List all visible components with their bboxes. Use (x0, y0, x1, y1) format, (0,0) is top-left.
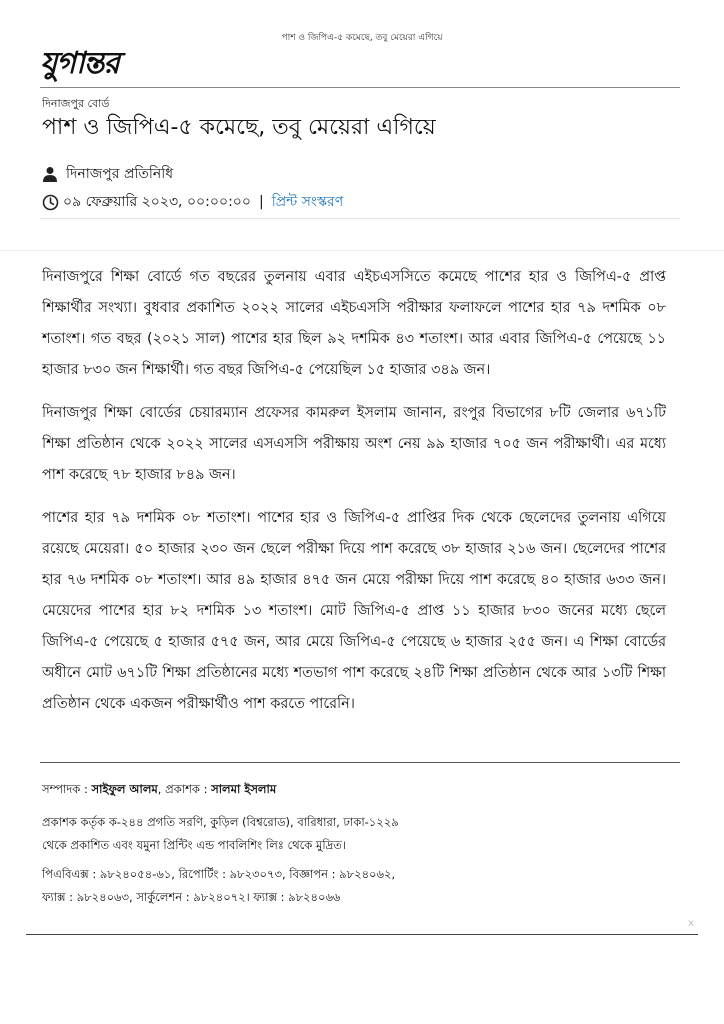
article-body (42, 262, 666, 732)
footer (42, 778, 682, 915)
date-row (42, 190, 343, 214)
date-separator: | (259, 194, 264, 210)
article-paragraph: পাশের হার ৭৯ দশমিক ০৮ শতাংশ। পাশের হার ও জিপিএ-৫ প্রাপ্তির দিক থেকে ছেলেদের তুলনায় এগিয়ে রয়েছে মেয়েরা। ৫০ হাজার ২৩০ জন ছেলে পরীক্ষা দিয়ে পাশ করেছে ৩৮ হাজার ২১৬ জন। ছেলেদের পাশের হার ৭৬ দশমিক ০৮ শতাংশ। আর ৪৯ হাজার ৪৭৫ জন মেয়ে পরীক্ষা দিয়ে পাশ করেছে ৪০ হাজার ৬৩৩ জন। মেয়েদের পাশের হার ৮২ দশমিক ১৩ শতাংশ। মোট জিপিএ-৫ প্রাপ্ত ১১ হাজার ৮৩০ জনের মধ্যে ছেলে জিপিএ-৫ পেয়েছে ৫ হাজার ৫৭৫ জন, আর মেয়ে জিপিএ-৫ পেয়েছে ৬ হাজার ২৫৫ জন। এ শিক্ষা বোর্ডের অধীনে মোট ৬৭১টি শিক্ষা প্রতিষ্ঠানের মধ্যে শতভাগ পাশ করেছে ২৪টি শিক্ষা প্রতিষ্ঠান থেকে আর ১৩টি শিক্ষা প্রতিষ্ঠান থেকে একজন পরীক্ষার্থীও পাশ করতে পারেনি। (42, 510, 666, 712)
clock-icon (42, 194, 59, 211)
close-button[interactable]: x (688, 918, 694, 929)
category-label[interactable]: দিনাজপুর বোর্ড (42, 97, 110, 110)
meta-divider (40, 218, 680, 219)
article-headline: পাশ ও জিপিএ-৫ কমেছে, তবু মেয়েরা এগিয়ে (42, 115, 436, 140)
address-line: থেকে প্রকাশিত এবং যমুনা প্রিন্টিং এন্ড পাবলিশিং লিঃ থেকে মুদ্রিত। (42, 838, 347, 852)
author-name: দিনাজপুর প্রতিনিধি (66, 166, 174, 182)
address-block (42, 811, 682, 857)
publisher-label: , প্রকাশক : (157, 782, 212, 796)
print-header-title: পাশ ও জিপিএ-৫ কমেছে, তবু মেয়েরা এগিয়ে (281, 33, 443, 43)
contact-line: পিএবিএক্স : ৯৮২৪০৫৪-৬১, রিপোর্টিং : ৯৮২৩০৭৩, বিজ্ঞাপন : ৯৮২৪০৬২, (42, 867, 396, 881)
article-paragraph: দিনাজপুর শিক্ষা বোর্ডের চেয়ারম্যান প্রফেসর কামরুল ইসলাম জানান, রংপুর বিভাগের ৮টি জেলার ৬৭১টি শিক্ষা প্রতিষ্ঠান থেকে ২০২২ সালের এসএসসি পরীক্ষায় অংশ নেয় ৯৯ হাজার ৭০৫ জন পরীক্ষার্থী। এর মধ্যে পাশ করেছে ৭৮ হাজার ৮৪৯ জন। (42, 405, 666, 483)
bottom-divider (26, 934, 698, 935)
header-divider (40, 87, 680, 88)
user-icon (42, 166, 58, 182)
editor-label: সম্পাদক : (42, 782, 92, 796)
address-line: প্রকাশক কর্তৃক ক-২৪৪ প্রগতি সরণি, কুড়িল (বিশ্বরোড), বারিধারা, ঢাকা-১২২৯ (42, 815, 399, 829)
publish-date: ০৯ ফেব্রুয়ারি ২০২৩, ০০:০০:০০ (63, 194, 252, 210)
author-row (42, 162, 173, 186)
contact-line: ফ্যাক্স : ৯৮২৪০৬৩, সার্কুলেশন : ৯৮২৪০৭২। ফ্যাক্স : ৯৮২৪০৬৬ (42, 890, 341, 904)
site-logo[interactable] (40, 44, 119, 84)
article-paragraph: দিনাজপুরে শিক্ষা বোর্ডে গত বছরের তুলনায় এবার এইচএসসিতে কমেছে পাশের হার ও জিপিএ-৫ প্রাপ্ত শিক্ষার্থীর সংখ্যা। বুধবার প্রকাশিত ২০২২ সালের এইচএসসি পরীক্ষার ফলাফলে পাশের হার ৭৯ দশমিক ০৮ শতাংশ। গত বছর (২০২১ সাল) পাশের হার ছিল ৯২ দশমিক ৪৩ শতাংশ। আর এবার জিপিএ-৫ পেয়েছে ১১ হাজার ৮৩০ জন শিক্ষার্থী। গত বছর জিপিএ-৫ পেয়েছিল ১৫ হাজার ৩৪৯ জন। (42, 269, 666, 378)
editor-line (42, 778, 682, 801)
publisher-name: সালমা ইসলাম (211, 782, 277, 796)
content-divider (0, 250, 724, 251)
print-edition-link[interactable]: প্রিন্ট সংস্করণ (271, 194, 344, 210)
contact-block (42, 863, 682, 909)
logo-text: যুগান্তর (40, 45, 119, 81)
editor-name: সাইফুল আলম (91, 782, 158, 796)
footer-divider (40, 762, 680, 763)
